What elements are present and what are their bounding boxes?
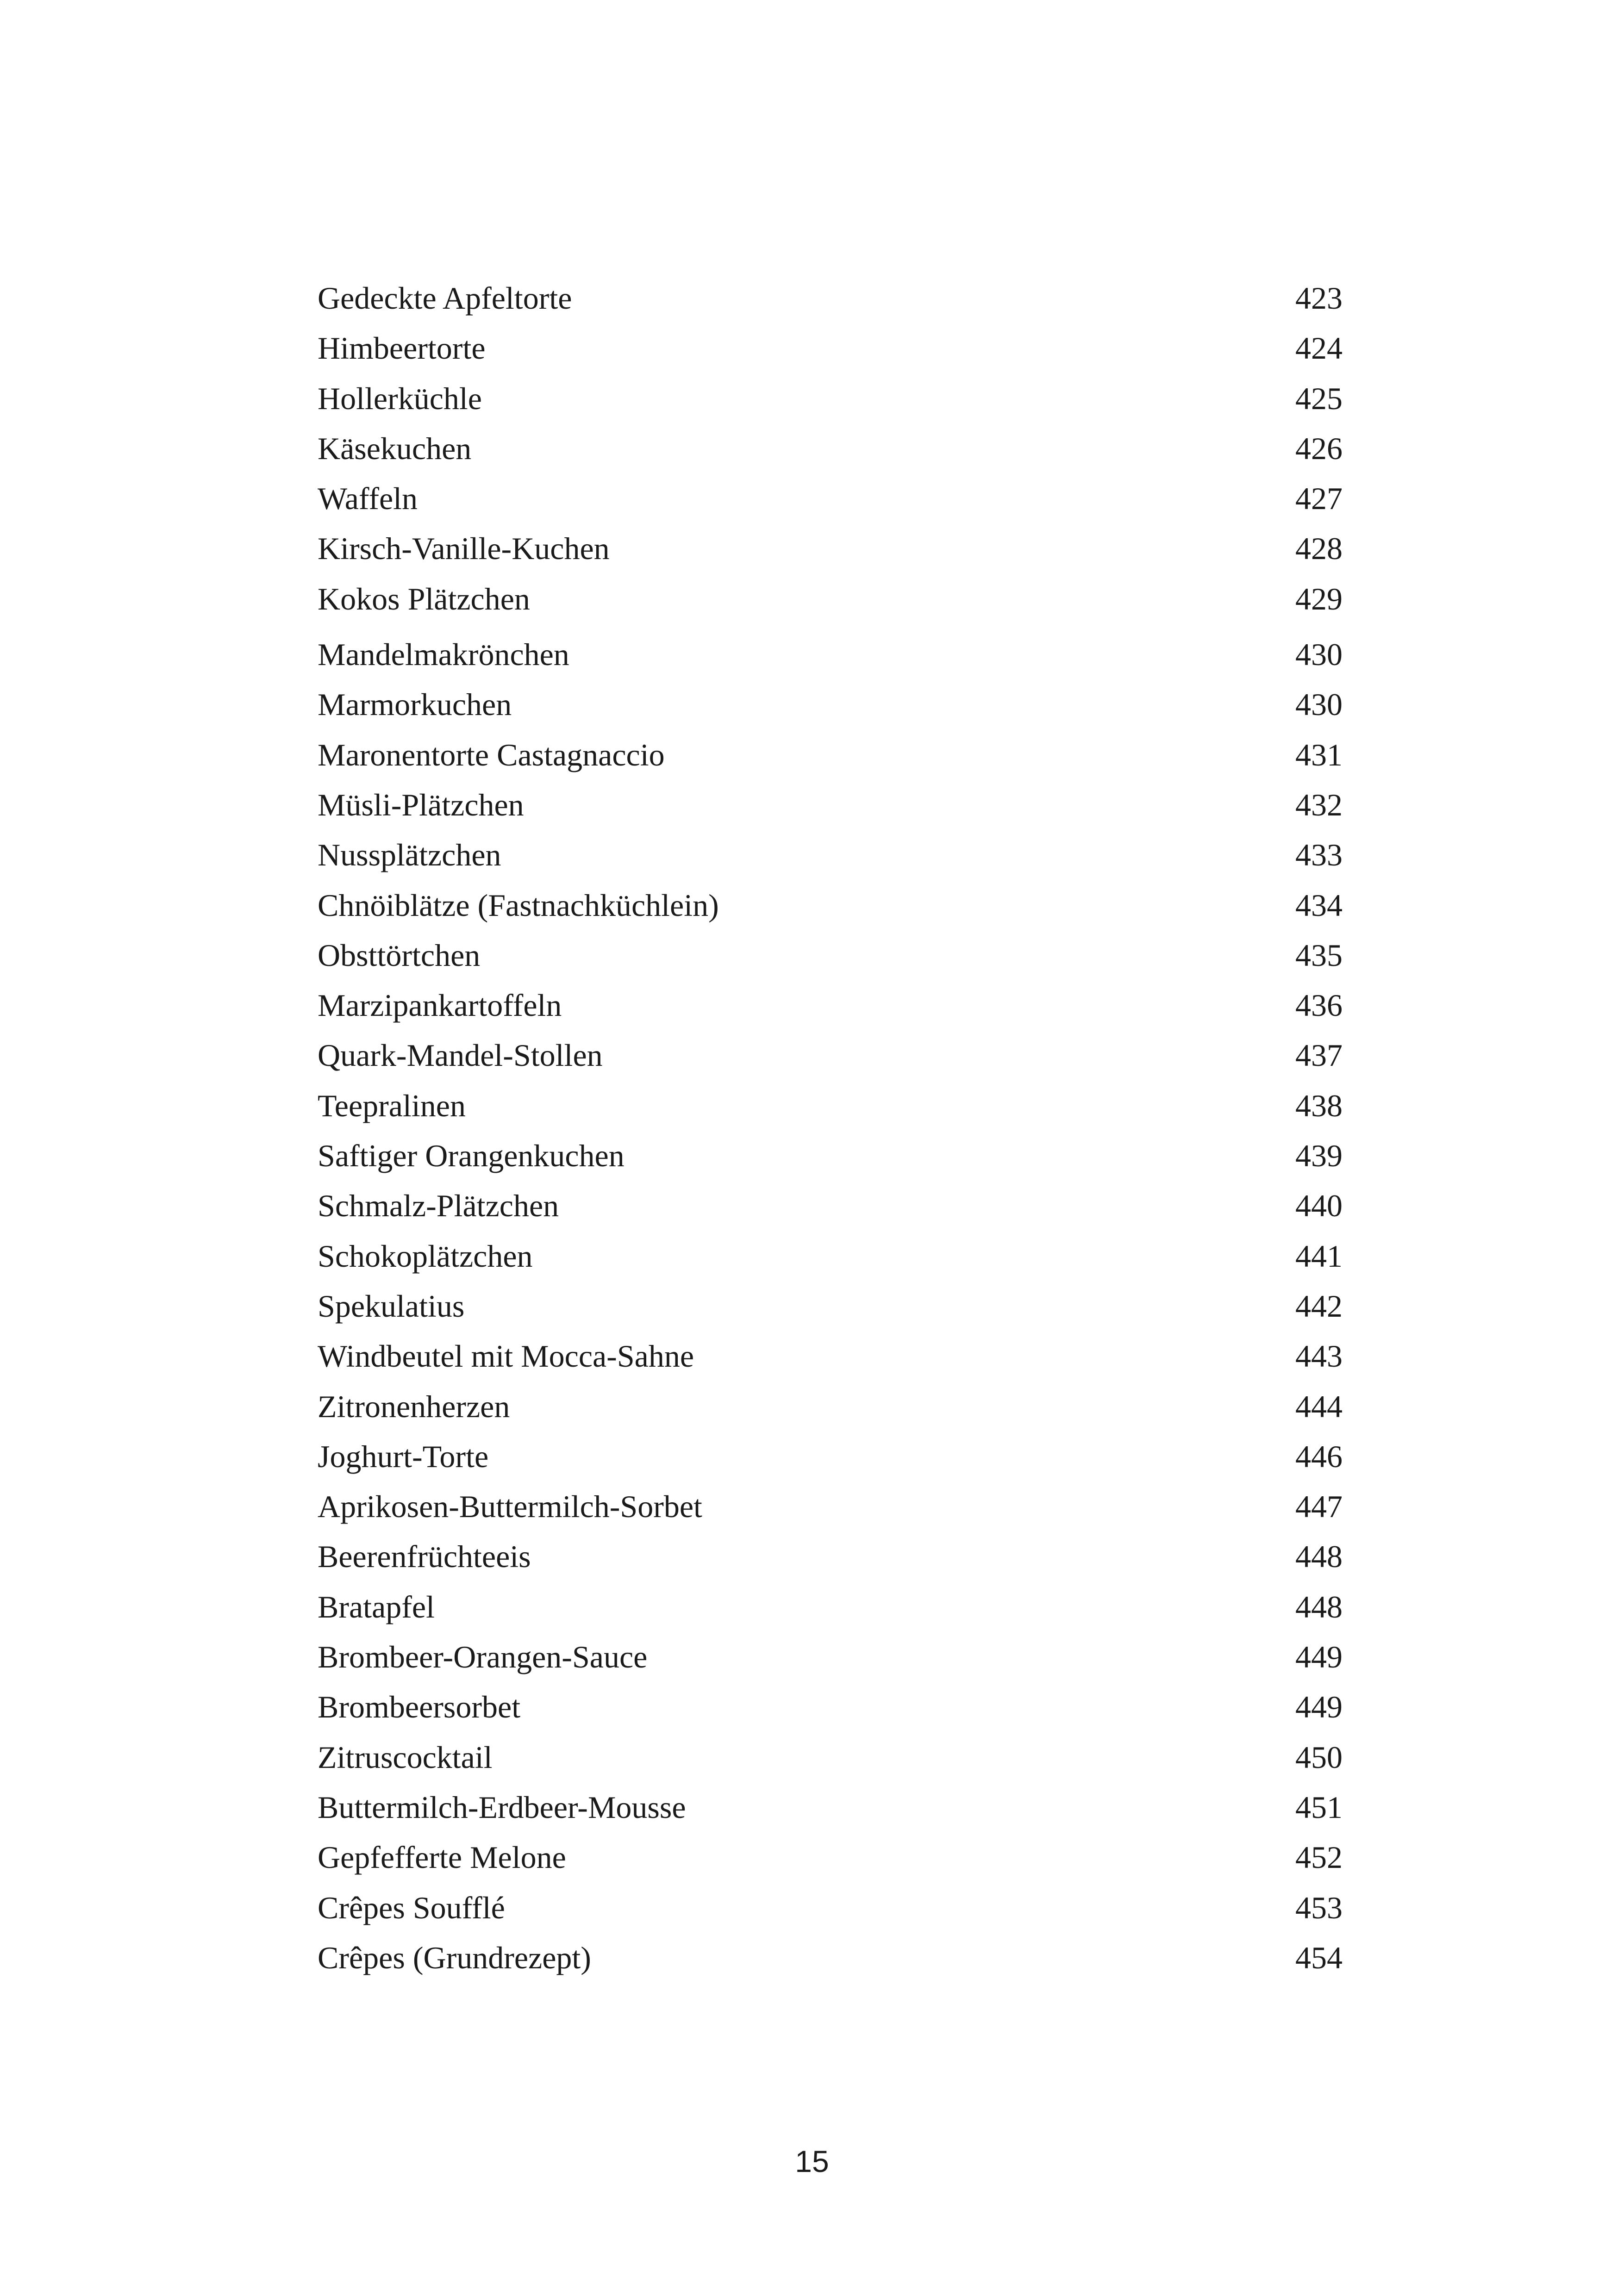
toc-entry-page: 453 bbox=[1295, 1890, 1343, 1925]
toc-entry-page: 426 bbox=[1295, 430, 1343, 466]
toc-entry bbox=[318, 1883, 1343, 1933]
toc-entry bbox=[318, 1632, 1343, 1682]
toc-entry-title: Buttermilch-Erdbeer-Mousse bbox=[318, 1789, 686, 1825]
toc-entry-title: Saftiger Orangenkuchen bbox=[318, 1138, 625, 1174]
toc-entry bbox=[318, 1231, 1343, 1281]
toc-entry-page: 452 bbox=[1295, 1840, 1343, 1875]
toc-entry bbox=[318, 1281, 1343, 1331]
toc-entry-page: 432 bbox=[1295, 787, 1343, 822]
toc-entry-page: 434 bbox=[1295, 887, 1343, 923]
toc-entry-title: Windbeutel mit Mocca-Sahne bbox=[318, 1338, 694, 1374]
toc-entry-page: 428 bbox=[1295, 531, 1343, 566]
toc-entry-page: 444 bbox=[1295, 1388, 1343, 1424]
toc-entry-page: 438 bbox=[1295, 1088, 1343, 1123]
toc-entry-title: Brombeersorbet bbox=[318, 1689, 521, 1725]
toc-entry-title: Mandelmakrönchen bbox=[318, 637, 569, 672]
toc-entry bbox=[318, 780, 1343, 830]
toc-entry bbox=[318, 323, 1343, 373]
toc-entry bbox=[318, 473, 1343, 523]
toc-entry-page: 436 bbox=[1295, 988, 1343, 1023]
toc-entry bbox=[318, 679, 1343, 729]
toc-entry bbox=[318, 1381, 1343, 1431]
toc-entry-page: 429 bbox=[1295, 581, 1343, 616]
toc-entry-title: Beerenfrüchteeis bbox=[318, 1539, 531, 1574]
toc-entry-page: 449 bbox=[1295, 1689, 1343, 1725]
toc-entry-title: Brombeer-Orangen-Sauce bbox=[318, 1639, 648, 1675]
toc-entry bbox=[318, 1481, 1343, 1531]
toc-entry-title: Quark-Mandel-Stollen bbox=[318, 1038, 603, 1073]
toc-entry bbox=[318, 1732, 1343, 1782]
toc-entry-page: 440 bbox=[1295, 1188, 1343, 1224]
toc-entry bbox=[318, 830, 1343, 880]
toc-entry-title: Chnöiblätze (Fastnachküchlein) bbox=[318, 887, 719, 923]
toc-entry bbox=[318, 1131, 1343, 1181]
toc-entry-page: 437 bbox=[1295, 1038, 1343, 1073]
toc-entry-title: Crêpes Soufflé bbox=[318, 1890, 505, 1925]
toc-entry-page: 442 bbox=[1295, 1288, 1343, 1324]
toc-entry bbox=[318, 1431, 1343, 1481]
toc-entry-page: 424 bbox=[1295, 330, 1343, 366]
toc-entry bbox=[318, 629, 1343, 679]
toc-entry-title: Zitruscocktail bbox=[318, 1739, 493, 1775]
toc-entry-title: Aprikosen-Buttermilch-Sorbet bbox=[318, 1489, 702, 1524]
toc-entry-page: 451 bbox=[1295, 1789, 1343, 1825]
toc-entry-page: 439 bbox=[1295, 1138, 1343, 1174]
toc-entry bbox=[318, 980, 1343, 1030]
toc-entry-title: Schmalz-Plätzchen bbox=[318, 1188, 559, 1224]
toc-entry-title: Gepfefferte Melone bbox=[318, 1840, 566, 1875]
toc-entry-title: Kirsch-Vanille-Kuchen bbox=[318, 531, 610, 566]
toc-entry bbox=[318, 373, 1343, 423]
toc-entry-title: Joghurt-Torte bbox=[318, 1438, 489, 1474]
toc-entry bbox=[318, 1181, 1343, 1231]
toc-entry-page: 454 bbox=[1295, 1940, 1343, 1975]
toc-entry-page: 430 bbox=[1295, 687, 1343, 722]
toc-entry-title: Kokos Plätzchen bbox=[318, 581, 530, 616]
toc-entry-page: 446 bbox=[1295, 1438, 1343, 1474]
toc-entry bbox=[318, 880, 1343, 930]
toc-entry bbox=[318, 1782, 1343, 1832]
toc-entry-page: 443 bbox=[1295, 1338, 1343, 1374]
toc-entry bbox=[318, 1030, 1343, 1080]
toc-entry bbox=[318, 1933, 1343, 1983]
toc-entry-page: 425 bbox=[1295, 380, 1343, 416]
toc-entry bbox=[318, 730, 1343, 780]
toc-entry bbox=[318, 423, 1343, 473]
table-of-contents bbox=[318, 273, 1343, 1983]
toc-entry-page: 433 bbox=[1295, 837, 1343, 873]
toc-entry-title: Himbeertorte bbox=[318, 330, 486, 366]
toc-entry-title: Schokoplätzchen bbox=[318, 1238, 533, 1274]
toc-entry-title: Marmorkuchen bbox=[318, 687, 512, 722]
toc-entry-page: 427 bbox=[1295, 481, 1343, 516]
toc-entry bbox=[318, 1081, 1343, 1131]
toc-entry bbox=[318, 523, 1343, 573]
toc-entry-title: Gedeckte Apfeltorte bbox=[318, 280, 572, 316]
toc-entry-page: 441 bbox=[1295, 1238, 1343, 1274]
toc-entry-title: Maronentorte Castagnaccio bbox=[318, 737, 665, 772]
toc-entry-page: 435 bbox=[1295, 937, 1343, 973]
toc-entry-title: Spekulatius bbox=[318, 1288, 465, 1324]
toc-entry-title: Bratapfel bbox=[318, 1589, 435, 1624]
toc-entry-title: Käsekuchen bbox=[318, 430, 472, 466]
toc-entry-page: 449 bbox=[1295, 1639, 1343, 1675]
toc-entry-title: Hollerküchle bbox=[318, 380, 482, 416]
toc-entry-title: Nussplätzchen bbox=[318, 837, 501, 873]
toc-entry-page: 450 bbox=[1295, 1739, 1343, 1775]
toc-entry bbox=[318, 273, 1343, 323]
toc-entry-title: Zitronenherzen bbox=[318, 1388, 510, 1424]
toc-entry-page: 423 bbox=[1295, 280, 1343, 316]
toc-entry bbox=[318, 1582, 1343, 1632]
toc-entry-title: Marzipankartoffeln bbox=[318, 988, 562, 1023]
toc-entry-page: 430 bbox=[1295, 637, 1343, 672]
toc-entry-title: Crêpes (Grundrezept) bbox=[318, 1940, 591, 1975]
toc-entry-title: Teepralinen bbox=[318, 1088, 466, 1123]
page-number: 15 bbox=[795, 2144, 829, 2178]
toc-entry-title: Waffeln bbox=[318, 481, 418, 516]
toc-entry bbox=[318, 574, 1343, 624]
toc-entry-title: Müsli-Plätzchen bbox=[318, 787, 524, 822]
toc-entry bbox=[318, 1832, 1343, 1882]
toc-entry-title: Obsttörtchen bbox=[318, 937, 481, 973]
toc-entry-page: 448 bbox=[1295, 1589, 1343, 1624]
toc-entry bbox=[318, 930, 1343, 980]
toc-entry bbox=[318, 1682, 1343, 1732]
toc-entry-page: 431 bbox=[1295, 737, 1343, 772]
toc-entry-page: 447 bbox=[1295, 1489, 1343, 1524]
toc-entry-page: 448 bbox=[1295, 1539, 1343, 1574]
toc-entry bbox=[318, 1531, 1343, 1581]
toc-entry bbox=[318, 1331, 1343, 1381]
